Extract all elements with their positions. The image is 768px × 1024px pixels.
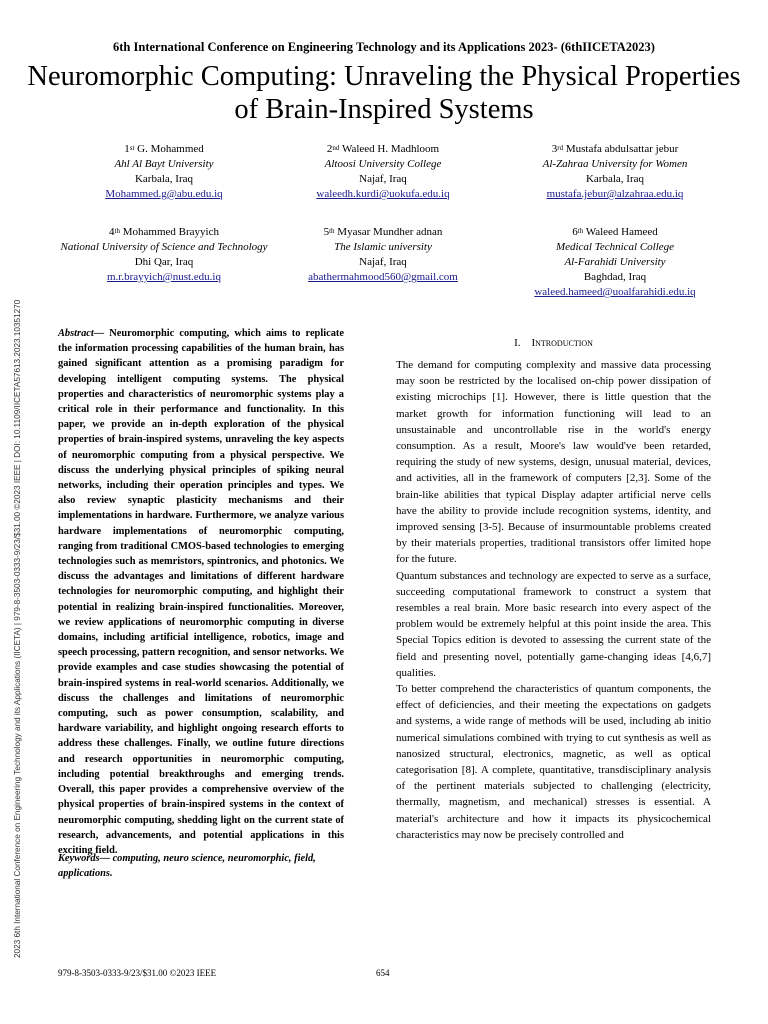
author-email-link[interactable]: m.r.brayyich@nust.edu.iq [106, 271, 221, 283]
author-name: 6th Waleed Hameed [572, 226, 658, 238]
author-name: 1st G. Mohammed [124, 143, 204, 155]
author-email-link[interactable]: abathermahmood560@gmail.com [308, 271, 458, 283]
author-affiliation: Al-Farahidi University [564, 256, 666, 268]
keywords [58, 851, 344, 881]
author-2 [273, 142, 493, 202]
author-email-link[interactable]: waleedh.kurdi@uokufa.edu.iq [316, 188, 450, 200]
author-location: Najaf, Iraq [359, 173, 407, 185]
author-affiliation: National University of Science and Technology [60, 241, 268, 253]
author-affiliation: Medical Technical College [555, 241, 675, 253]
author-affiliation: Altoosi University College [324, 158, 442, 170]
author-location: Dhi Qar, Iraq [134, 256, 194, 268]
author-name: 2nd Waleed H. Madhloom [326, 143, 440, 155]
section-heading [396, 337, 711, 349]
side-citation-text: 2023 6th International Conference on Engineering Technology and its Applications (IICETA) | 979-8-3503-0333-9/23/$31.00 ©2023 IEEE | DOI: 10.1109/IICETA57613.2023.10351270 [13, 299, 22, 958]
body-paragraph: The demand for computing complexity and massive data processing may soon be restricted by the localised on-chip power dissipation of existing microchips [1]. However, there is little question that the market growth for information functioning will lead to an unsustainable and uncontrollable rise in the world's energy consumption. As a result, Moore's law would've been retarded, requiring the study of new systems, design, unusual material, devices, and activities, all in the framework of computers [2,3]. Some of the brain-like abilities that typical Display adapter artificial nerve cells have the ability to provide include recognition systems, identity, and improved sensing [3-5]. Because of insurmountable problems created by their materials properties, traditional transistors offer limited hope for the future. [396, 359, 711, 566]
author-affiliation: Al-Zahraa University for Women [542, 158, 688, 170]
author-name: 4th Mohammed Brayyich [109, 226, 219, 238]
paper-title: Neuromorphic Computing: Unraveling the Physical Properties of Brain-Inspired Systems [27, 61, 741, 125]
abstract [58, 326, 344, 858]
keywords-text: computing, neuro science, neuromorphic, field, applications. [58, 853, 316, 879]
author-name: 5th Myasar Mundher adnan [323, 226, 443, 238]
author-5 [273, 225, 493, 285]
author-location: Najaf, Iraq [359, 256, 407, 268]
author-location: Karbala, Iraq [134, 173, 194, 185]
section-number: I. [514, 337, 521, 349]
page-number: 654 [376, 968, 390, 978]
author-location: Baghdad, Iraq [583, 271, 647, 283]
keywords-label: Keywords— [58, 853, 110, 864]
author-affiliation: Ahl Al Bayt University [114, 158, 214, 170]
author-6 [505, 225, 725, 300]
author-4 [54, 225, 274, 285]
body-paragraph: Quantum substances and technology are expected to serve as a surface, succeeding computational framework to construct a system that resembles a real brain. More basic research into every aspect of the problem would be extremely helpful at this point inside the area. This Special Topics edition is devoted to assessing the current state of the field and presenting novel, potentially game-changing ideas [4,6,7] qualities. [396, 569, 711, 679]
footer-copyright: 979-8-3503-0333-9/23/$31.00 ©2023 IEEE [58, 968, 217, 978]
author-email-link[interactable]: mustafa.jebur@alzahraa.edu.iq [546, 188, 684, 200]
author-email-link[interactable]: waleed.hameed@uoalfarahidi.edu.iq [534, 286, 696, 298]
author-location: Karbala, Iraq [585, 173, 645, 185]
author-1 [54, 142, 274, 202]
author-3 [505, 142, 725, 202]
author-email-link[interactable]: Mohammed.g@abu.edu.iq [105, 188, 223, 200]
author-affiliation: The Islamic university [334, 241, 432, 253]
author-name: 3rd Mustafa abdulsattar jebur [551, 143, 679, 155]
body-column [396, 357, 711, 843]
body-paragraph: To better comprehend the characteristics of quantum components, the effect of deficiencies, and their meeting the expectations on gadgets and systems, a wide range of methods will be used, including ab initio numerical simulations combined with trying to cut synthesis as well as nanosized structural, electronics, magnetic, as well as optical categorisation [8]. A complete, quantitative, transdisciplinary analysis of the pertinent materials subjected to challenging (electricity, thermally, magnetism, and mechanical) stresses is essential. A material's architecture and how it impacts its physicochemical characteristics may now be precisely controlled and [396, 683, 711, 841]
abstract-text: Neuromorphic computing, which aims to replicate the information processing capabilities of the human brain, has gained significant attention as a promising paradigm for developing intelligent computing systems. The physical properties and characteristics of neuromorphic systems play a critical role in their performance and functionality. In this paper, we provide an in-depth exploration of the physical properties of brain-inspired systems, unraveling the key aspects of neuromorphic computing from a physical perspective. We discuss the underlying physical principles of spiking neural networks, including their operation principles and types. We also review synaptic plasticity mechanisms and their implementations in hardware. Furthermore, we analyze various hardware implementations of neuromorphic computing, ranging from traditional CMOS-based technologies to emerging technologies such as memristors, spintronics, and photonics. We discuss the advantages and limitations of different hardware technologies for neuromorphic computing, and highlight their potential in realizing brain-inspired functionalities. Moreover, we review applications of neuromorphic computing in diverse domains, including artificial intelligence, robotics, image and speech processing, pattern recognition, and sensor networks. We provide examples and case studies showcasing the potential of brain-inspired systems in real-world scenarios. Additionally, we discuss the challenges and limitations of neuromorphic computing, such as power consumption, scalability, and hardware variability, and highlight ongoing research efforts to address these challenges. Finally, we outline future directions and research opportunities in neuromorphic computing, including potential breakthroughs and emerging trends. Overall, this paper provides a comprehensive overview of the physical properties of brain-inspired systems in the context of neuromorphic computing, shedding light on the current state of research, advancements, and potential applications in this exciting field. [58, 328, 344, 856]
section-title: Introduction [531, 337, 593, 349]
abstract-label: Abstract— [58, 328, 105, 339]
conference-header: 6th International Conference on Engineering Technology and its Applications 2023- (6thIICETA2023) [113, 40, 655, 54]
